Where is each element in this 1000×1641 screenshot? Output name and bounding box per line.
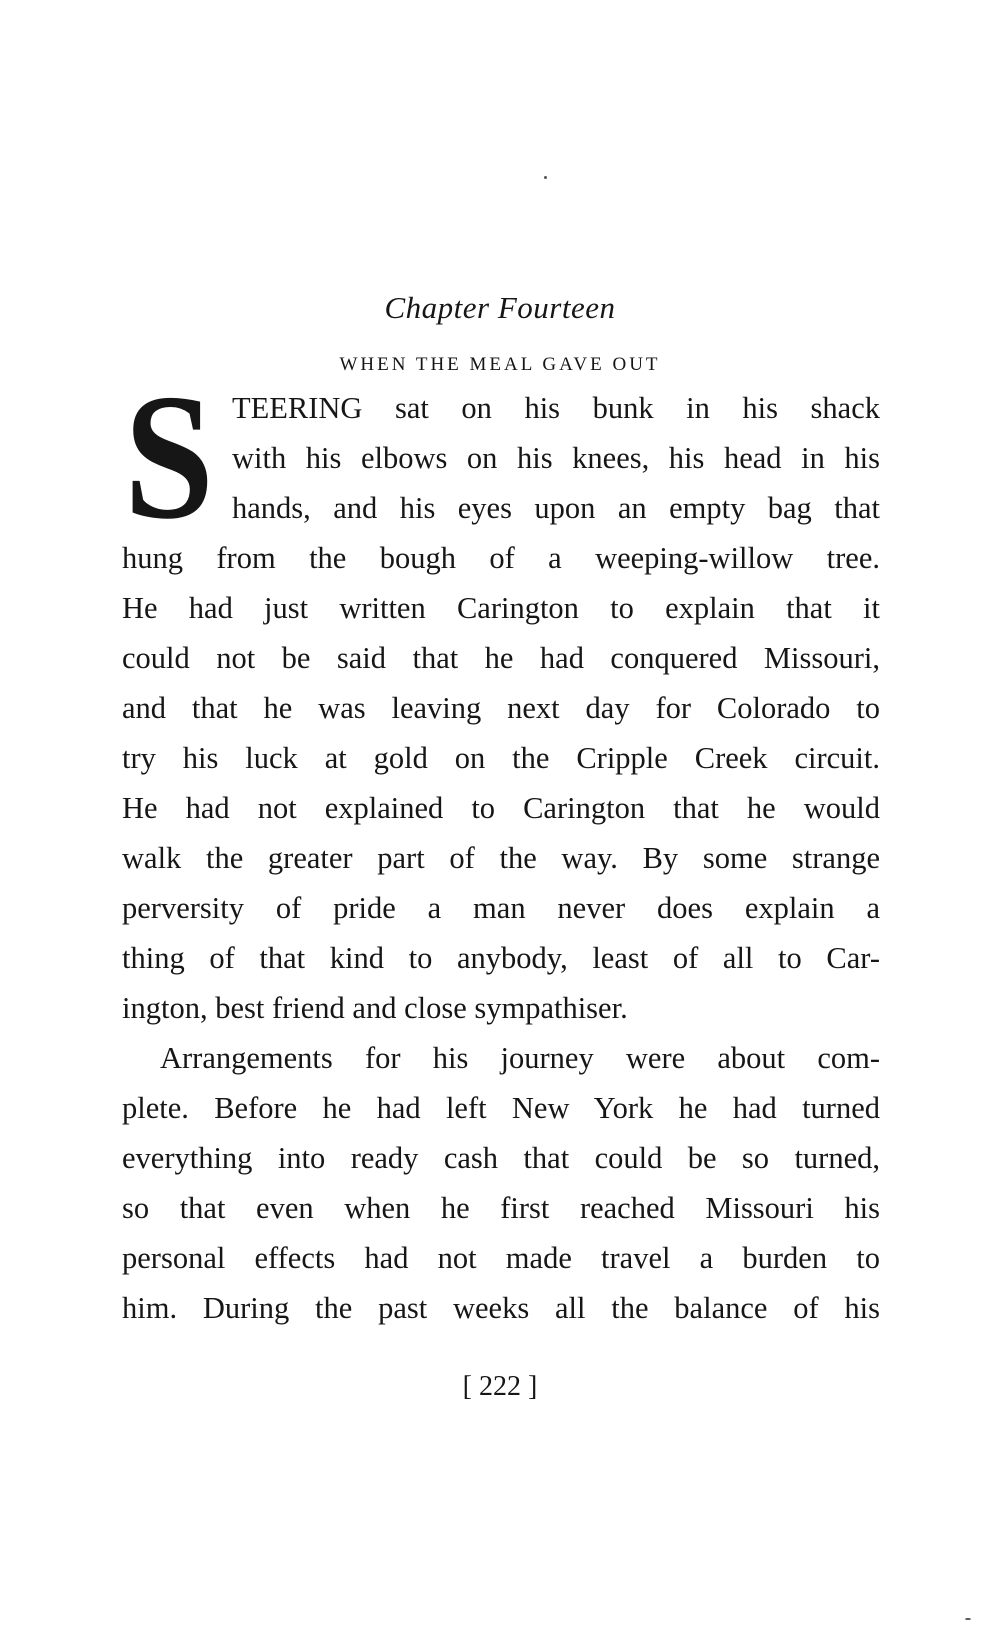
ink-speck xyxy=(965,1618,971,1620)
text-line: hung from the bough of a weeping-willow tree. xyxy=(122,541,880,575)
text-line: ington, best friend and close sympathiser. xyxy=(122,991,628,1025)
text-line: him. During the past weeks all the balance of his xyxy=(122,1291,880,1325)
text-line: He had not explained to Carington that he would xyxy=(122,791,880,825)
text-line: everything into ready cash that could be so turned, xyxy=(122,1141,880,1175)
text-line: personal effects had not made travel a burden to xyxy=(122,1241,880,1275)
chapter-title: Chapter Fourteen xyxy=(384,290,616,325)
text-line: thing of that kind to anybody, least of all to Car- xyxy=(122,941,880,975)
text-line: walk the greater part of the way. By some strange xyxy=(122,841,880,875)
text-line: and that he was leaving next day for Colorado to xyxy=(122,691,880,725)
text-line: TEERING sat on his bunk in his shack xyxy=(232,391,880,425)
text-line: so that even when he first reached Missouri his xyxy=(122,1191,880,1225)
text-line: Arrangements for his journey were about com- xyxy=(160,1041,880,1075)
text-line: try his luck at gold on the Cripple Creek circuit. xyxy=(122,741,880,775)
text-line: could not be said that he had conquered Missouri, xyxy=(122,641,880,675)
page-number: [ 222 ] xyxy=(462,1371,538,1402)
text-line: hands, and his eyes upon an empty bag that xyxy=(232,491,880,525)
ink-speck xyxy=(544,176,547,179)
text-line: He had just written Carington to explain that it xyxy=(122,591,880,625)
text-line: plete. Before he had left New York he had turned xyxy=(122,1091,880,1125)
text-line: with his elbows on his knees, his head in his xyxy=(232,441,880,475)
chapter-subtitle: WHEN THE MEAL GAVE OUT xyxy=(339,354,661,375)
text-line: perversity of pride a man never does explain a xyxy=(122,891,880,925)
drop-cap: S xyxy=(124,357,215,556)
